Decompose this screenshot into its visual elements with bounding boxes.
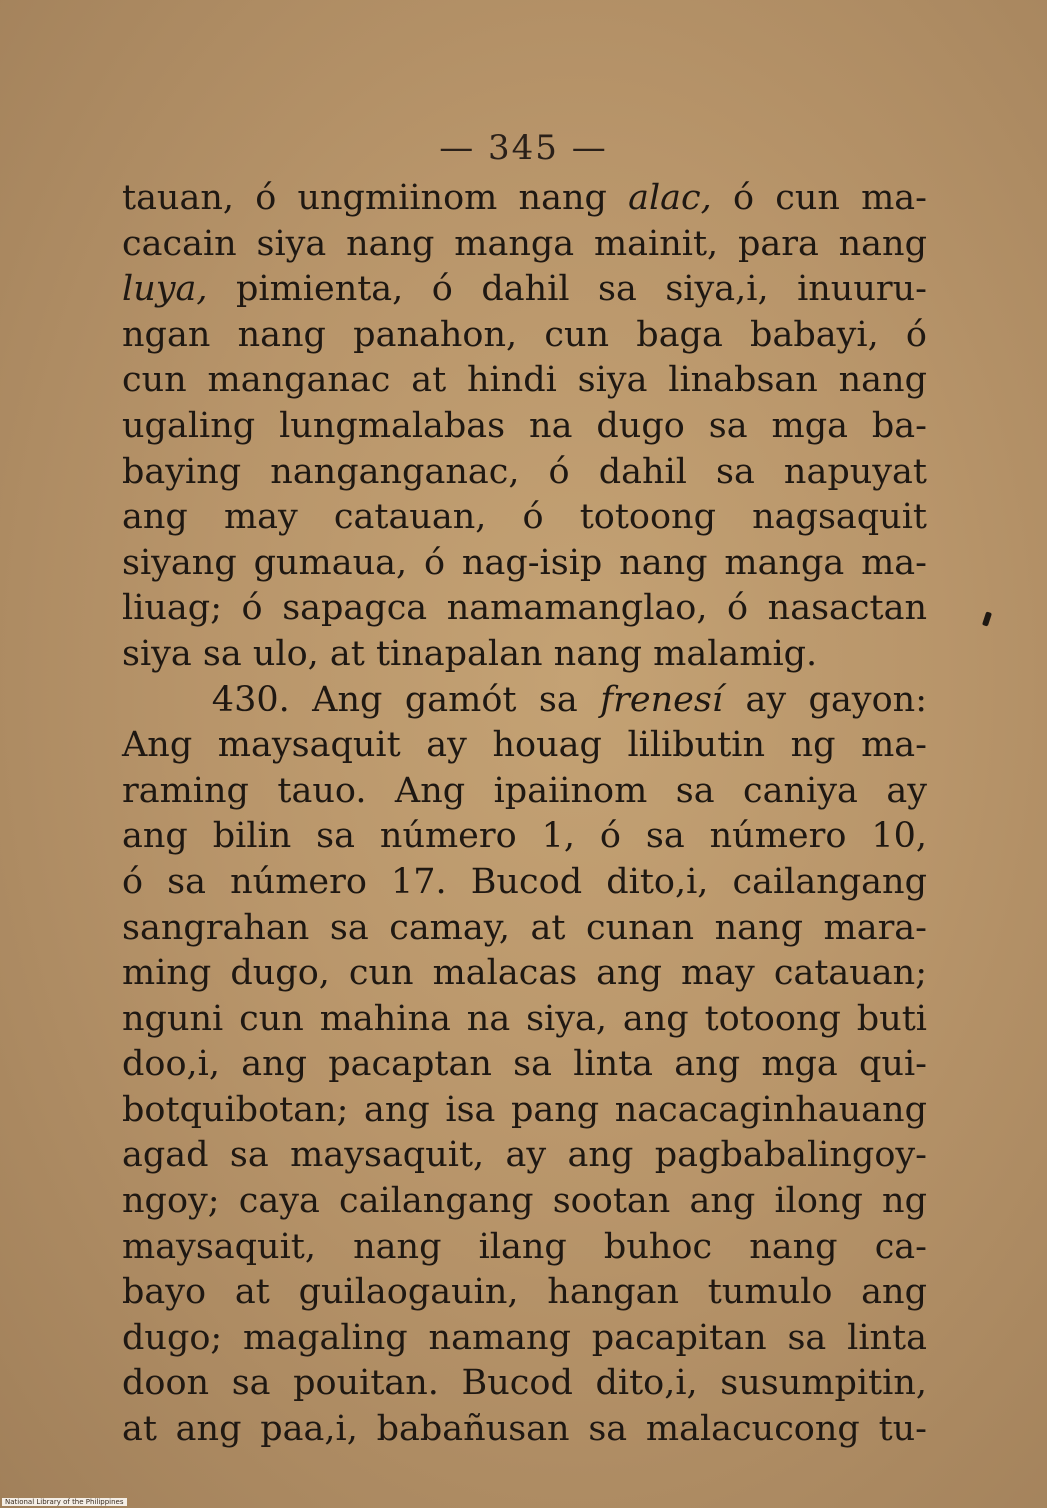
text-line: luya, pimienta, ó dahil sa siya,i, inuuru- [122,269,927,310]
text-line: cun manganac at hindi siya linabsan nang [122,360,927,401]
text-line: ngan nang panahon, cun baga babayi, ó [122,314,927,355]
text-line: doo,i, ang pacaptan sa linta ang mga qui- [122,1044,927,1085]
text-line: sangrahan sa camay, at cunan nang mara- [122,907,927,948]
text-line: cacain siya nang manga mainit, para nang [122,223,927,264]
text-line: raming tauo. Ang ipaiinom sa caniya ay [122,770,927,811]
italic-term: luya, [122,269,208,310]
text-line: ó sa número 17. Bucod dito,i, cailangang [122,861,927,902]
text-line: doon sa pouitan. Bucod dito,i, susumpitin, [122,1363,927,1404]
text-line: ming dugo, cun malacas ang may catauan; [122,953,927,994]
text-line: bayo at guilaogauin, hangan tumulo ang [122,1272,927,1313]
text-line: tauan, ó ungmiinom nang alac, ó cun ma- [122,178,928,218]
text-line: ugaling lungmalabas na dugo sa mga ba- [122,405,927,446]
text-line: ang bilin sa número 1, ó sa número 10, [122,816,927,857]
italic-term: frenesí [600,679,723,720]
library-credit: National Library of the Philippines [2,1498,127,1506]
text-line: dugo; magaling namang pacapitan sa linta [122,1317,927,1358]
text-line: agad sa maysaquit, ay ang pagbabalingoy- [122,1135,927,1176]
page-number: — 345 — [439,128,608,168]
text-line: botquibotan; ang isa pang nacacaginhauang [122,1089,927,1130]
ink-speck [982,611,992,626]
text-line: nguni cun mahina na siya, ang totoong buti [122,998,927,1039]
text-line: baying nanganganac, ó dahil sa napuyat [122,451,927,492]
text-line: Ang maysaquit ay houag lilibutin ng ma- [122,725,927,766]
italic-term: alac, [628,178,712,218]
text-line: maysaquit, nang ilang buhoc nang ca- [122,1226,927,1267]
text-line: ang may catauan, ó totoong nagsaquit [122,497,927,538]
text-line: ngoy; caya cailangang sootan ang ilong ng [122,1181,927,1222]
text-line: at ang paa,i, babañusan sa malacucong tu- [122,1409,927,1450]
body-text [122,176,927,1453]
text-line: siya sa ulo, at tinapalan nang malamig. [122,633,818,674]
text-line: 430. Ang gamót sa frenesí ay gayon: [122,679,927,720]
text-line: liuag; ó sapagca namamanglao, ó nasactan [122,588,927,629]
text-line: siyang gumaua, ó nag-isip nang manga ma- [122,542,927,583]
